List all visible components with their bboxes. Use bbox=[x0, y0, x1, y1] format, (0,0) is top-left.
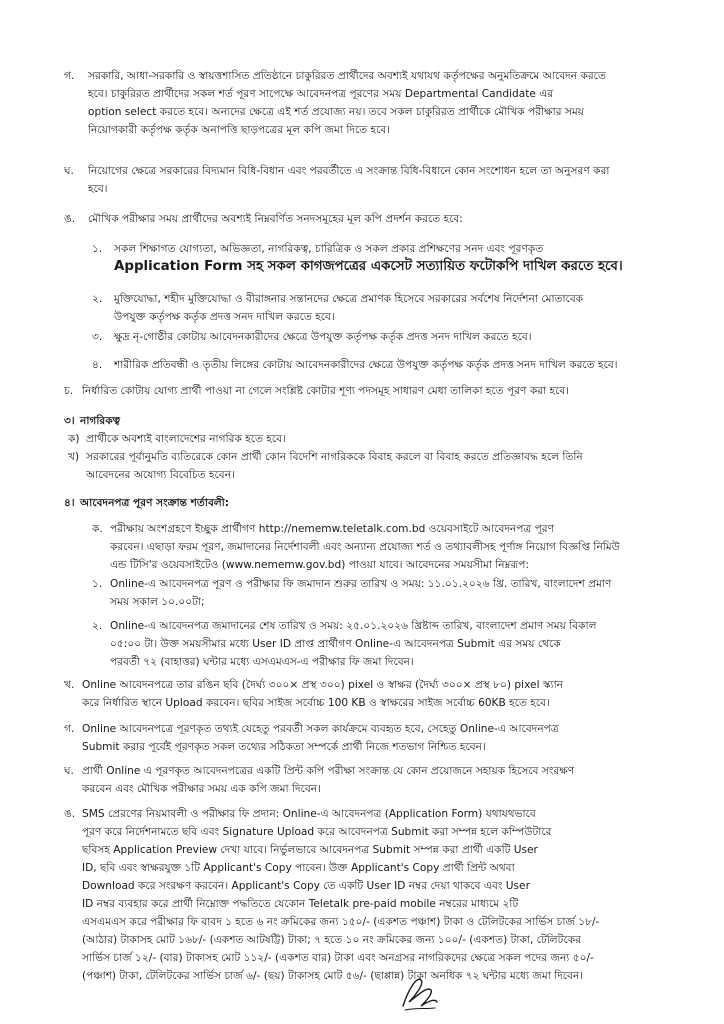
para-gha-text bbox=[88, 162, 678, 198]
para-ga-text bbox=[88, 67, 678, 139]
signature-icon bbox=[395, 968, 441, 1014]
text-line: সরকারের পূর্বানুমতি ব্যতিরেকে কোন প্রার্থী কোন বিদেশি নাগরিককে বিবাহ করলে বা বিবাহ করতে প্রতিজ্ঞাবদ্ধ হলে তিনি bbox=[86, 451, 583, 463]
para-label: ২. bbox=[92, 620, 103, 632]
para-label: চ. bbox=[64, 385, 74, 397]
text-line: নিয়োগের ক্ষেত্রে সরকারের বিদ্যমান বিধি-বিধান এবং পরবর্তীতে এ সংক্রান্ত বিধি-বিধানে কোন সংশোধন হলে তা অনুসরণ করা bbox=[88, 165, 610, 177]
para-label: ১. bbox=[92, 578, 103, 590]
text-line: প্রার্থী Online এ পূরণকৃত আবেদনপত্রের একটি প্রিন্ট কপি পরীক্ষা সংক্রান্ত যে কোন প্রয়োজনে সহায়ক হিসেবে সংরক্ষণ bbox=[82, 765, 575, 777]
para-umo-label-wrap bbox=[64, 210, 75, 228]
para-gha-label-wrap bbox=[64, 162, 74, 180]
app-umo-label-wrap bbox=[64, 805, 75, 823]
cit-kha-text bbox=[86, 448, 686, 484]
text-line: Online আবেদনপত্রে পূরণকৃত তথ্যই যেহেতু পরবর্তী সকল কার্যক্রমে ব্যবহৃত হবে, সেহেতু Online-এ আবেদনপত্র bbox=[82, 723, 559, 735]
text-line: Online-এ আবেদনপত্র পূরণ ও পরীক্ষার ফি জমাদান শুরুর তারিখ ও সময়: ১১.০১.২০২৬ খ্রি. তারিখ, বাংলাদেশ প্রমাণ bbox=[110, 578, 612, 590]
sub-4-label-wrap bbox=[92, 356, 102, 374]
text-line: ছবিসহ Application Preview দেখা যাবে। নির্ভুলভাবে আবেদনপত্র Submit সম্পন্ন করা প্রার্থী একটি User bbox=[82, 844, 538, 856]
text-line: নিয়োগকারী কর্তৃপক্ষ কর্তৃক অনাপত্তি ছাড়পত্রের মূল কপি জমা দিতে হবে। bbox=[88, 124, 391, 136]
text-line: Online-এ আবেদনপত্র জমাদানের শেষ তারিখ ও সময়: ২৫.০১.২০২৬ খ্রিষ্টাব্দ তারিখ, বাংলাদেশ প্রমাণ সময় বিকাল bbox=[110, 620, 597, 632]
para-label: গ. bbox=[64, 70, 75, 82]
sub-2-text bbox=[114, 290, 684, 326]
para-label: ১. bbox=[92, 243, 103, 255]
section-title: নাগরিকত্ব bbox=[80, 415, 121, 427]
section-number: ৪। bbox=[64, 497, 75, 509]
text-line: করে নির্ধারিত স্থানে Upload করবেন। ছবির সাইজ সর্বোচ্চ 100 KB ও স্বাক্ষরের সাইজ সর্বোচ্চ 60KB হতে হবে। bbox=[82, 697, 550, 709]
section-title: আবেদনপত্র পূরণ সংক্রান্ত শর্তাবলী: bbox=[80, 497, 229, 509]
para-label: ৩. bbox=[92, 331, 103, 343]
para-label: ক) bbox=[68, 433, 80, 445]
section-4-title bbox=[80, 494, 229, 512]
app-1-label-wrap bbox=[92, 575, 102, 593]
para-label: ৪. bbox=[92, 359, 103, 371]
text-line: option select করতে হবে। অন্যদের ক্ষেত্রে এই শর্ত প্রযোজ্য নয়। তবে সকল চাকুরিরত প্রার্থীকে মৌখিক পরীক্ষার সময় bbox=[88, 106, 585, 118]
text-line: Submit করার পূর্বেই পূরণকৃত সকল তথ্যের সঠিকতা সম্পর্কে প্রার্থী নিজে শতভাগ নিশ্চিত হবেন। bbox=[82, 741, 486, 753]
app-kha-label-wrap bbox=[64, 676, 74, 694]
para-label: খ. bbox=[64, 679, 75, 691]
text-line: নির্ধারিত কোটায় যোগ্য প্রার্থী পাওয়া না গেলে সংশ্লিষ্ট কোটার শূণ্য পদসমূহ সাধারণ মেধা তালিকা হতে পূরণ করা হবে। bbox=[82, 385, 570, 397]
text-line: শারীরিক প্রতিবন্ধী ও তৃতীয় লিঙ্গের কোটায় আবেদনকারীদের ক্ষেত্রে উপযুক্ত কর্তৃপক্ষ কর্তৃক প্রদত্ত সনদ দাখিল করতে হবে। bbox=[114, 359, 618, 371]
para-label: ঘ. bbox=[64, 165, 74, 177]
para-label: গ. bbox=[64, 723, 75, 735]
app-2-text bbox=[110, 617, 690, 671]
text-line: সময় সকাল ১০.০০টা; bbox=[110, 596, 205, 608]
para-cha-text bbox=[82, 382, 692, 400]
para-umo-text bbox=[88, 210, 678, 228]
text-line: ID নম্বর ব্যবহার করে প্রার্থী নিম্নোক্ত পদ্ধতিতে যেকোন Teletalk pre-paid mobile নম্বরের মাধ্যমে ২টি bbox=[82, 898, 519, 910]
text-line: এসএমএস করে পরীক্ষার ফি বাবদ ১ হতে ৬ নং ক্রমিকের জন্য ১৫০/- (একশত পঞ্চাশ) টাকা ও টেলিটকের সার্ভিস চার্জ ১৮/- bbox=[82, 916, 600, 928]
text-line: আবেদনের অযোগ্য বিবেচিত হবেন। bbox=[86, 469, 235, 481]
text-line: উপযুক্ত কর্তৃপক্ষ কর্তৃক প্রদত্ত সনদ দাখিল করতে হবে। bbox=[114, 311, 335, 323]
sub-4-text bbox=[114, 356, 704, 374]
text-line: পরবর্তী ৭২ (বাহাত্তর) ঘন্টার মধ্যে এসএমএস-এ পরীক্ষার ফি জমা দিবেন। bbox=[110, 656, 414, 668]
text-line: হবে। bbox=[88, 183, 108, 195]
text-line: Online আবেদনপত্রে তার রঙিন ছবি (দৈর্ঘ্য ৩০০× প্রস্থ ৩০০) pixel ও স্বাক্ষর (দৈর্ঘ্য ৩০০× প্রস্থ ৮০) pixel স্ক্যান bbox=[82, 679, 563, 691]
para-ga bbox=[64, 67, 74, 85]
para-label: ঙ. bbox=[64, 808, 76, 820]
text-line: (আঠার) টাকাসহ মোট ১৬৮/- (একশত আটষট্টি) টাকা; ৭ হতে ১০ নং ক্রমিকের জন্য ১০০/- (একশত) টাকা, টেলিটকের bbox=[82, 934, 581, 946]
text-line: সরকারি, আধা-সরকারি ও স্বায়ত্তশাসিত প্রতিষ্ঠানে চাকুরিরত প্রার্থীদের অবশ্যই যথাযথ কর্তৃপক্ষের অনুমতিক্রমে আবেদন করতে bbox=[88, 70, 606, 82]
para-label: ক. bbox=[92, 523, 103, 535]
text-line: পরীক্ষায় অংশগ্রহণে ইচ্ছুক প্রার্থীগণ http://nememw.teletalk.com.bd ওয়েবসাইটে আবেদনপত্র পূরণ bbox=[110, 523, 555, 535]
sub-3-text bbox=[114, 328, 684, 346]
app-1-text bbox=[110, 575, 690, 611]
para-label: ঙ. bbox=[64, 213, 76, 225]
app-kha-text bbox=[82, 676, 692, 712]
text-line: ID, ছবি এবং স্বাক্ষরযুক্ত ১টি Applicant's Copy পাবেন। উক্ত Applicant's Copy প্রার্থী প্রিন্ট অথবা bbox=[82, 862, 515, 874]
app-ga-text bbox=[82, 720, 692, 756]
app-2-label-wrap bbox=[92, 617, 102, 635]
sub-1-text bbox=[114, 240, 684, 276]
text-line: ০৫:০০ টা। উক্ত সময়সীমার মধ্যে User ID প্রাপ্ত প্রার্থীগণ Online-এ আবেদনপত্র Submit এর সময় থেকে bbox=[110, 638, 561, 650]
para-label: ২. bbox=[92, 293, 103, 305]
text-line: এন্ড টিসি'র ওয়েবসাইটেও (www.nememw.gov.bd) পাওয়া যাবে। আবেদনের সময়সীমা নিম্নরূপ: bbox=[110, 559, 529, 571]
cit-ka-label-wrap bbox=[68, 430, 80, 448]
app-ka-text bbox=[110, 520, 690, 574]
sub-3-label-wrap bbox=[92, 328, 102, 346]
para-label: ঘ. bbox=[64, 765, 74, 777]
text-line: করবেন। এছাড়া ফরম পূরণ, জমাদানের নির্দেশাবলী এবং অন্যান্য প্রযোজ্য শর্ত ও তথ্যাবলীসহ পূর্ণাঙ্গ নিয়োগ বিজ্ঞপ্তি নিমিউ bbox=[110, 541, 620, 553]
cit-ka-text bbox=[86, 430, 686, 448]
para-cha-label-wrap bbox=[64, 382, 73, 400]
section-3-label-wrap bbox=[64, 412, 75, 430]
app-ka-label-wrap bbox=[92, 520, 103, 538]
text-line: হবে। চাকুরিরত প্রার্থীদের সকল শর্ত পূরণ সাপেক্ষে আবেদনপত্র পূরণের সময় Departmental Candidate এর bbox=[88, 88, 554, 100]
text-line: Download করে সংরক্ষণ করবেন। Applicant's Copy তে একটি User ID নম্বর দেয়া থাকবে এবং User bbox=[82, 880, 530, 892]
app-umo-text bbox=[82, 805, 697, 985]
app-gha-label-wrap bbox=[64, 762, 74, 780]
text-line: মুক্তিযোদ্ধা, শহীদ মুক্তিযোদ্ধা ও বীরাঙ্গনার সন্তানদের ক্ষেত্রে প্রমাণক হিসেবে সরকারের সর্বশেষ নির্দেশনা মোতাবেক bbox=[114, 293, 584, 305]
section-4-label-wrap bbox=[64, 494, 75, 512]
text-line: সকল শিক্ষাগত যোগ্যতা, অভিজ্ঞতা, নাগরিকত্ব, চারিত্রিক ও সকল প্রকার প্রশিক্ষণের সনদ এবং পূরণকৃত bbox=[114, 243, 544, 255]
sub-1-label-wrap bbox=[92, 240, 102, 258]
text-line: মৌখিক পরীক্ষার সময় প্রার্থীদের অবশ্যই নিম্নবর্ণিত সনদসমূহের মূল কপি প্রদর্শন করতে হবে: bbox=[88, 213, 463, 225]
text-line: (পঞ্চাশ) টাকা, টেলিটকের সার্ভিস চার্জ ৬/- (ছয়) টাকাসহ মোট ৫৬/- (ছাপ্পান্ন) টাকা অনধিক ৭২ ঘন্টার মধ্যে জমা দিবেন। bbox=[82, 970, 584, 982]
app-gha-text bbox=[82, 762, 692, 798]
section-3-title bbox=[80, 412, 120, 430]
app-ga-label-wrap bbox=[64, 720, 74, 738]
sub-2-label-wrap bbox=[92, 290, 102, 308]
section-number: ৩। bbox=[64, 415, 75, 427]
text-line: প্রার্থীকে অবশ্যই বাংলাদেশের নাগরিক হতে হবে। bbox=[86, 433, 286, 445]
text-line: SMS প্রেরণের নিয়মাবলী ও পরীক্ষার ফি প্রদান: Online-এ আবেদনপত্র (Application Form) যথাযথভাবে bbox=[82, 808, 536, 820]
text-line: করবেন এবং মৌখিক পরীক্ষার সময় এক কপি জমা দিবেন। bbox=[82, 783, 321, 795]
text-line: সার্ভিস চার্জ ১২/- (বার) টাকাসহ মোট ১১২/- (একশত বার) টাকা এবং অনগ্রসর নাগরিকদের ক্ষেত্রে সকল পদের জন্য ৫০/- bbox=[82, 952, 594, 964]
cit-kha-label-wrap bbox=[68, 448, 79, 466]
text-line: পূরণ করে নির্দেশনামতে ছবি এবং Signature Upload করে আবেদনপত্র Submit করা সম্পন্ন হলে কম্পিউটারে bbox=[82, 826, 552, 838]
text-line: Application Form সহ সকল কাগজপত্রের একসেট সত্যায়িত ফটোকপি দাখিল করতে হবে। bbox=[114, 259, 623, 274]
para-label: খ) bbox=[68, 451, 80, 463]
text-line: ক্ষুদ্র নৃ-গোষ্ঠীর কোটায় আবেদনকারীদের ক্ষেত্রে উপযুক্ত কর্তৃপক্ষ কর্তৃক প্রদত্ত সনদ দাখিল করতে হবে। bbox=[114, 331, 532, 343]
